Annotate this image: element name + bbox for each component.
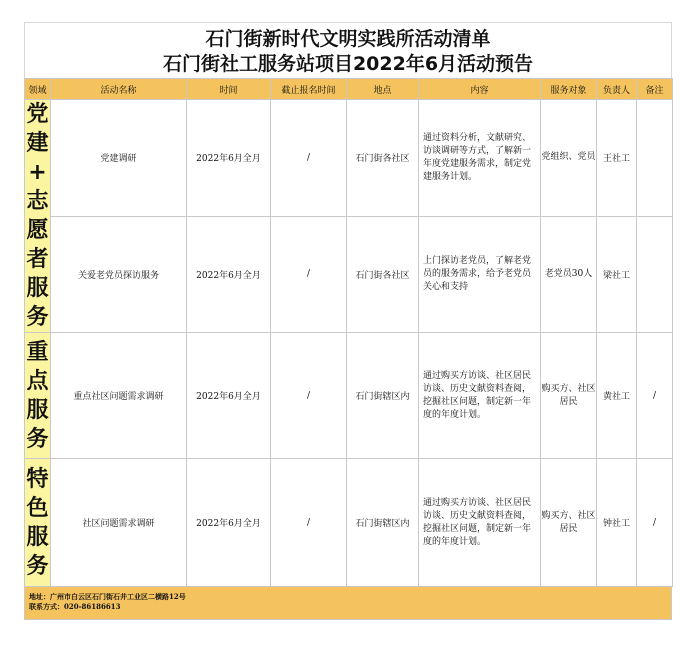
footer-address: 地址：广州市白云区石门街石井工业区二横路12号 xyxy=(29,592,186,601)
activity-name: 党建调研 xyxy=(51,100,187,217)
activity-time: 2022年6月全月 xyxy=(187,333,271,459)
activity-location: 石门街辖区内 xyxy=(347,333,419,459)
activity-content: 通过购买方访谈、社区居民访谈、历史文献资料查阅，挖掘社区问题，制定新一年度的年度计划。 xyxy=(419,333,541,459)
activity-name: 重点社区问题需求调研 xyxy=(51,333,187,459)
domain-key-service: 重 点 服 务 xyxy=(25,333,51,459)
title-block xyxy=(24,22,672,78)
activity-note: / xyxy=(637,333,673,459)
activity-target: 购买方、社区居民 xyxy=(541,333,597,459)
header-row xyxy=(25,79,673,100)
activity-time: 2022年6月全月 xyxy=(187,459,271,587)
activity-deadline: / xyxy=(271,100,347,217)
activity-target: 老党员30人 xyxy=(541,216,597,333)
activity-location: 石门街辖区内 xyxy=(347,459,419,587)
main-title: 石门街新时代文明实践所活动清单 xyxy=(205,28,491,50)
header-domain: 领域 xyxy=(25,79,51,100)
domain-party-volunteer: 党 建 + 志 愿 者 服 务 xyxy=(25,100,51,333)
activity-target: 购买方、社区居民 xyxy=(541,459,597,587)
header-activity-name: 活动名称 xyxy=(51,79,187,100)
activity-table xyxy=(24,78,673,587)
sub-title: 石门街社工服务站项目2022年6月活动预告 xyxy=(162,53,534,75)
activity-note xyxy=(637,216,673,333)
activity-content: 通过资料分析，文献研究、访谈调研等方式，了解新一年度党建服务需求，制定党建服务计划。 xyxy=(419,100,541,217)
activity-owner: 王社工 xyxy=(597,100,637,217)
activity-note xyxy=(637,100,673,217)
header-location: 地点 xyxy=(347,79,419,100)
activity-deadline: / xyxy=(271,216,347,333)
activity-time: 2022年6月全月 xyxy=(187,100,271,217)
activity-name: 社区问题需求调研 xyxy=(51,459,187,587)
activity-content: 通过购买方访谈、社区居民访谈、历史文献资料查阅，挖掘社区问题，制定新一年度的年度计划。 xyxy=(419,459,541,587)
footer-contact: 联系方式：020-86186613 xyxy=(29,602,121,611)
header-owner: 负责人 xyxy=(597,79,637,100)
activity-name: 关爱老党员探访服务 xyxy=(51,216,187,333)
table-row xyxy=(25,333,673,459)
header-target: 服务对象 xyxy=(541,79,597,100)
table-row xyxy=(25,216,673,333)
activity-deadline: / xyxy=(271,333,347,459)
activity-location: 石门街各社区 xyxy=(347,100,419,217)
activity-location: 石门街各社区 xyxy=(347,216,419,333)
activity-target: 党组织、党员 xyxy=(541,100,597,217)
activity-sheet xyxy=(24,22,672,620)
header-deadline: 截止报名时间 xyxy=(271,79,347,100)
activity-note: / xyxy=(637,459,673,587)
activity-deadline: / xyxy=(271,459,347,587)
table-row xyxy=(25,459,673,587)
header-content: 内容 xyxy=(419,79,541,100)
activity-owner: 钟社工 xyxy=(597,459,637,587)
activity-content: 上门探访老党员，了解老党员的服务需求，给予老党员关心和支持 xyxy=(419,216,541,333)
activity-time: 2022年6月全月 xyxy=(187,216,271,333)
activity-owner: 黄社工 xyxy=(597,333,637,459)
activity-owner: 梁社工 xyxy=(597,216,637,333)
header-time: 时间 xyxy=(187,79,271,100)
table-row xyxy=(25,100,673,217)
domain-featured-service: 特 色 服 务 xyxy=(25,459,51,587)
header-note: 备注 xyxy=(637,79,673,100)
footer-info xyxy=(24,587,672,620)
